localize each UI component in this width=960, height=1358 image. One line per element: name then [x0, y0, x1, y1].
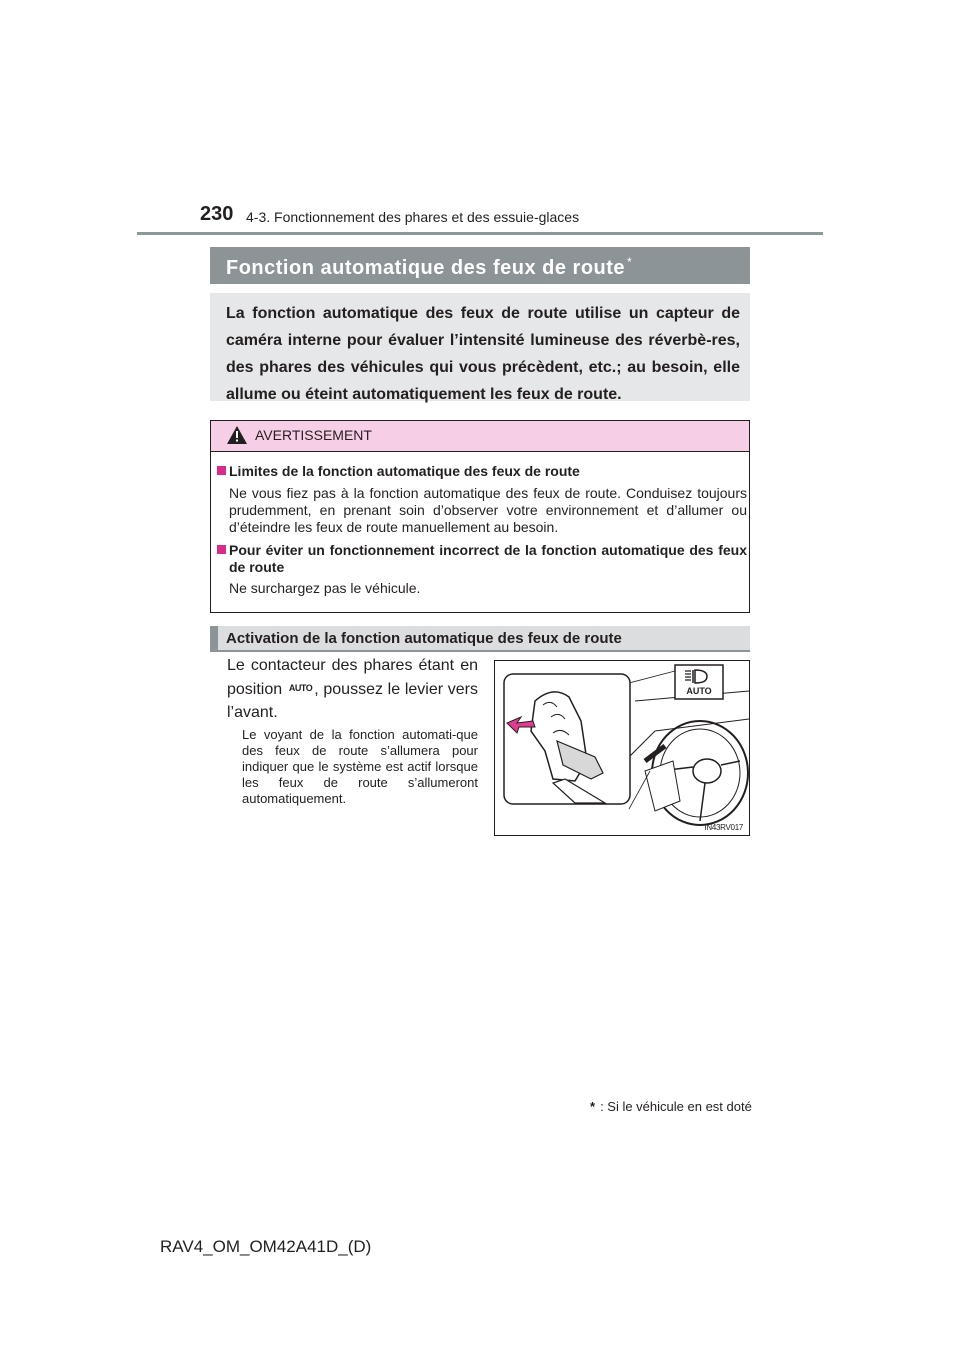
chapter-heading: 4-3. Fonctionnement des phares et des essuie-glaces — [246, 209, 580, 225]
warning-item-title: Limites de la fonction automatique des feux de route — [229, 463, 580, 479]
intro-paragraph: La fonction automatique des feux de route utilise un capteur de caméra interne pour évaluer l’intensité lumineuse des réverbè-res, des phares des véhicules qui vous précèdent, etc.; au besoin, elle allume ou éteint automatiquement les feux de route. — [210, 293, 750, 401]
step-text-before: Le contacteur des phares étant en position — [227, 657, 478, 698]
footnote-mark: * — [590, 1099, 596, 1114]
bullet-square-icon — [217, 545, 226, 554]
section-title — [226, 255, 632, 280]
page-number: 230 — [200, 203, 234, 225]
warning-item-body: Ne vous fiez pas à la fonction automatique des feux de route. Conduisez toujours prudemment, en prenant soin d’observer votre environnement et d’allumer ou d’éteindre les feux de route manuellement au besoin. — [229, 485, 747, 535]
warning-header — [211, 421, 749, 452]
header-rule — [137, 232, 823, 235]
section-title-text: Fonction automatique des feux de route — [226, 257, 626, 279]
lever-illustration — [494, 660, 750, 836]
footnote — [590, 1099, 752, 1114]
warning-item-title: Pour éviter un fonctionnement incorrect de la fonction automatique des feux de route — [229, 542, 747, 575]
warning-box — [210, 420, 750, 613]
auto-position-icon: AUTO — [288, 683, 313, 693]
warning-label: AVERTISSEMENT — [255, 427, 372, 443]
subsection-title: Activation de la fonction automatique des feux de route — [226, 630, 622, 647]
step-instruction — [227, 654, 478, 724]
footnote-text: : Si le véhicule en est doté — [600, 1099, 752, 1114]
dashboard-lever-drawing — [495, 661, 749, 835]
bullet-square-icon — [217, 466, 226, 475]
step-text-after: , poussez le levier vers l’avant. — [227, 681, 479, 721]
step-note: Le voyant de la fonction automati-que des feux de route s’allumera pour indiquer que le système est actif lorsque les feux de route s’allumeront automatiquement. — [242, 727, 478, 806]
indicator-auto-label: AUTO — [686, 686, 712, 696]
warning-triangle-icon — [227, 426, 247, 444]
subsection-title-bar — [210, 626, 750, 652]
section-title-bar — [210, 247, 750, 284]
figure-code: IN43RV017 — [704, 823, 743, 832]
warning-item-body: Ne surchargez pas le véhicule. — [229, 580, 421, 596]
document-id: RAV4_OM_OM42A41D_(D) — [160, 1237, 372, 1256]
section-title-mark: * — [627, 255, 633, 269]
